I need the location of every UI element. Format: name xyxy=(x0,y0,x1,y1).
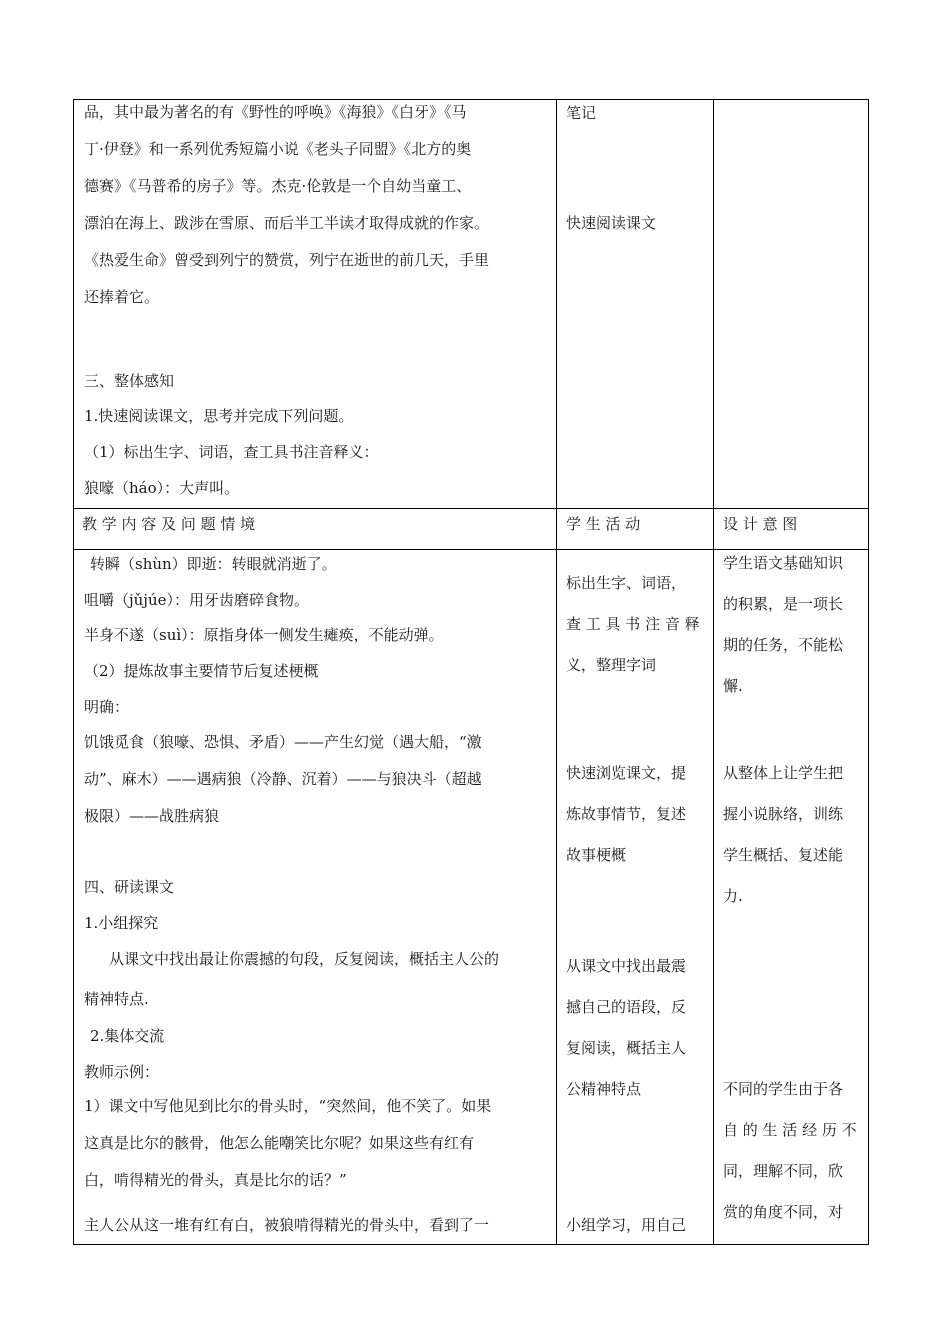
paragraph-line: 还捧着它。 xyxy=(84,288,160,306)
section-4-title: 四、研读课文 xyxy=(84,878,175,896)
section-3-item-1: 1.快速阅读课文，思考并完成下列问题。 xyxy=(84,407,354,425)
author-works-paragraph xyxy=(84,94,489,316)
teacher-example-quote xyxy=(84,1088,491,1199)
plot-summary xyxy=(84,724,482,835)
example-line: 白，啃得精光的骨头，真是比尔的话？” xyxy=(84,1171,347,1189)
plot-line: 极限）——战胜病狼 xyxy=(84,807,220,825)
intent-line: 握小说脉络，训练 xyxy=(723,805,844,823)
activity-line: 标出生字、词语， xyxy=(566,574,687,592)
task-line: 从课文中找出最让你震撼的句段，反复阅读，概括主人公的 xyxy=(109,950,500,968)
intent-line: 赏的角度不同，对 xyxy=(723,1203,844,1221)
intent-line: 力. xyxy=(723,887,743,905)
intent-line: 懈. xyxy=(723,677,743,695)
activity-line: 公精神特点 xyxy=(566,1080,642,1098)
activity-line: 故事梗概 xyxy=(566,846,627,864)
analysis-line: 主人公从这一堆有红有白，被狼啃得精光的骨头中，看到了一 xyxy=(84,1216,490,1234)
intent-line: 自 的 生 活 经 历 不 xyxy=(723,1121,857,1139)
task-line: 精神特点. xyxy=(84,990,149,1008)
intent-line: 学生概括、复述能 xyxy=(723,846,844,864)
activity-line: 撼自己的语段，反 xyxy=(566,998,687,1016)
activity-line: 炼故事情节，复述 xyxy=(566,805,687,823)
section-4-item-1: 1.小组探究 xyxy=(84,914,159,932)
example-line: 这真是比尔的骸骨，他怎么能嘲笑比尔呢？如果这些有红有 xyxy=(84,1134,475,1152)
plot-line: 动”、麻木）——遇病狼（冷静、沉着）——与狼决斗（超越 xyxy=(84,770,482,788)
teacher-example-label: 教师示例： xyxy=(84,1063,160,1081)
student-activity-3 xyxy=(566,946,686,1110)
vocab-item: 狼嚎（háo）：大声叫。 xyxy=(84,479,240,497)
paragraph-line: 《热爱生命》曾受到列宁的赞赏，列宁在逝世的前几天，手里 xyxy=(84,251,490,269)
vocab-item: 转瞬（shùn）即逝：转眼就消逝了。 xyxy=(90,555,337,573)
clarify-label: 明确： xyxy=(84,698,130,716)
design-intent-3 xyxy=(723,1069,857,1233)
header-design-intent: 设 计 意 图 xyxy=(723,515,798,533)
design-intent-1 xyxy=(723,543,843,707)
note-label: 笔记 xyxy=(566,104,597,122)
header-row-top-border xyxy=(73,508,869,509)
paragraph-line: 德赛》《马普希的房子》等。杰克·伦敦是一个自幼当童工、 xyxy=(84,177,472,195)
paragraph-line: 丁·伊登》和一系列优秀短篇小说《老头子同盟》《北方的奥 xyxy=(84,140,472,158)
section-3-item-1-sub-1: （1）标出生字、词语，查工具书注音释义： xyxy=(84,443,379,461)
student-activity-4: 小组学习，用自己 xyxy=(566,1216,687,1234)
student-activity-1 xyxy=(566,563,700,686)
plot-line: 饥饿觅食（狼嚎、恐惧、矛盾）——产生幻觉（遇大船，“激 xyxy=(84,733,482,751)
intent-line: 学生语文基础知识 xyxy=(723,554,844,572)
section-4-item-2: 2.集体交流 xyxy=(90,1027,165,1045)
example-line: 1）课文中写他见到比尔的骨头时，“突然间，他不笑了。如果 xyxy=(84,1097,492,1115)
header-teaching-content: 教 学 内 容 及 问 题 情 境 xyxy=(82,515,256,533)
activity-line: 快速浏览课文，提 xyxy=(566,764,687,782)
intent-line: 从整体上让学生把 xyxy=(723,764,844,782)
activity-line: 查 工 具 书 注 音 释 xyxy=(566,615,700,633)
intent-line: 的积累，是一项长 xyxy=(723,595,844,613)
header-student-activity: 学 生 活 动 xyxy=(566,515,641,533)
intent-line: 期的任务，不能松 xyxy=(723,636,844,654)
activity-line: 义，整理字词 xyxy=(566,656,657,674)
section-3-item-1-sub-2: （2）提炼故事主要情节后复述梗概 xyxy=(84,662,319,680)
vocab-item: 半身不遂（suì）：原指身体一侧发生瘫痪，不能动弹。 xyxy=(84,626,444,644)
intent-line: 不同的学生由于各 xyxy=(723,1080,844,1098)
student-activity-2 xyxy=(566,753,686,876)
paragraph-line: 漂泊在海上、跋涉在雪原、而后半工半读才取得成就的作家。 xyxy=(84,214,490,232)
paragraph-line: 品，其中最为著名的有《野性的呼唤》《海狼》《白牙》《马 xyxy=(84,103,467,121)
activity-line: 从课文中找出最震 xyxy=(566,957,687,975)
activity-line: 复阅读，概括主人 xyxy=(566,1039,687,1057)
design-intent-2 xyxy=(723,753,843,917)
section-3-title: 三、整体感知 xyxy=(84,372,175,390)
column-divider-2 xyxy=(713,99,714,1245)
column-divider-1 xyxy=(556,99,557,1245)
intent-line: 同，理解不同，欣 xyxy=(723,1162,844,1180)
student-activity-text: 快速阅读课文 xyxy=(566,214,657,232)
vocab-item: 咀嚼（jǔjúe）：用牙齿磨碎食物。 xyxy=(84,591,310,609)
